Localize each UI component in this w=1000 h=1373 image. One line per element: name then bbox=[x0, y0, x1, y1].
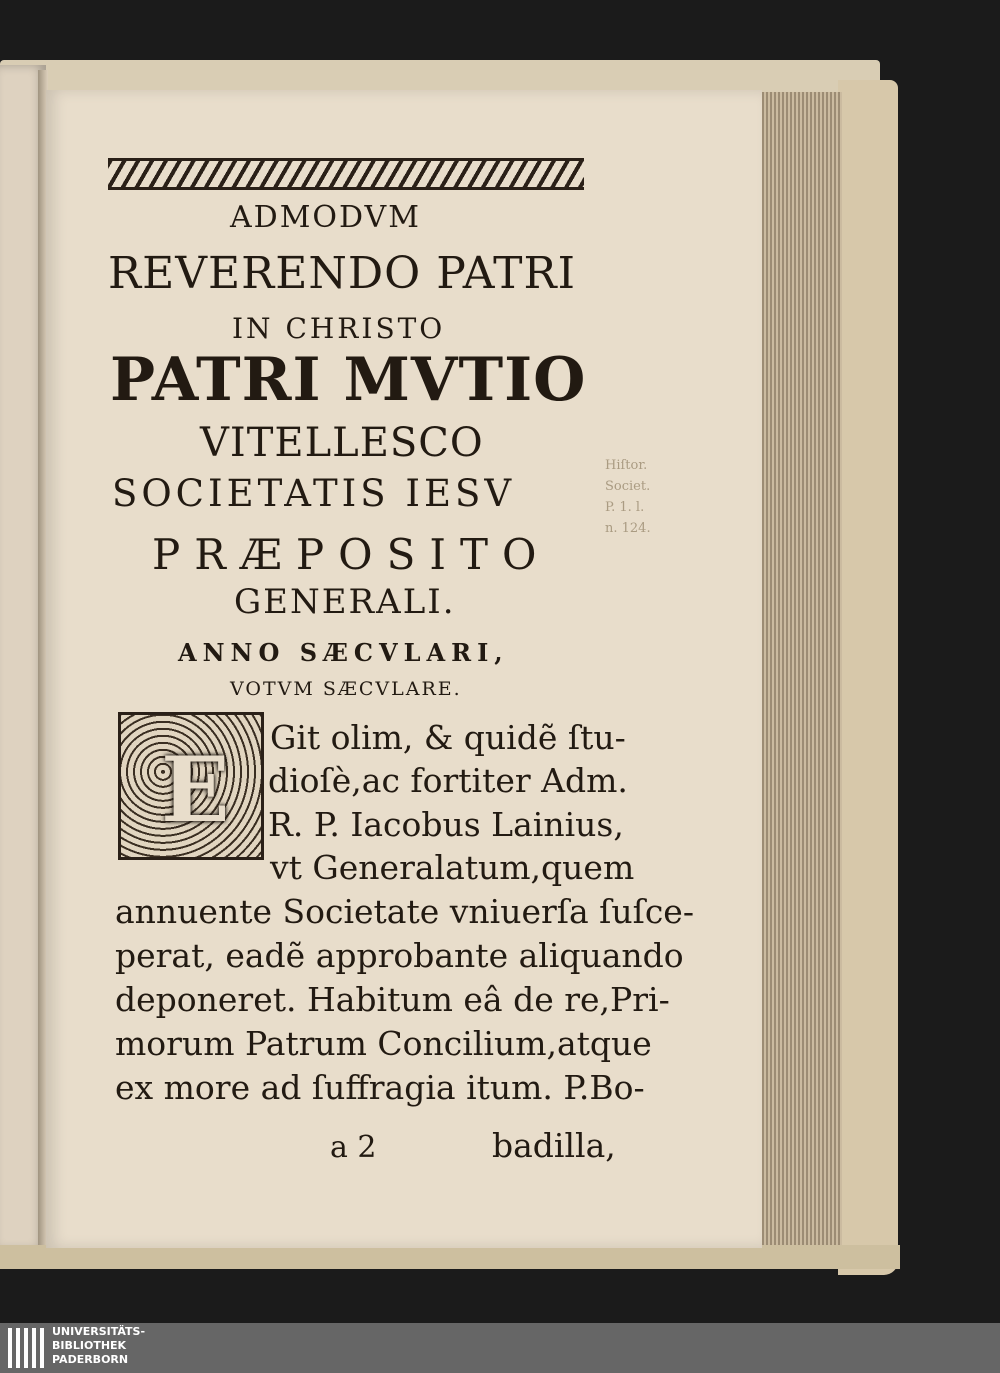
title-line-admodum: ADMODVM bbox=[230, 200, 421, 235]
headpiece-ornament bbox=[108, 158, 584, 190]
body-line: R. P. Iacobus Lainius, bbox=[268, 805, 624, 844]
library-name: UNIVERSITÄTS- BIBLIOTHEK PADERBORN bbox=[52, 1325, 146, 1366]
title-line-patri-mutio: PATRI MVTIO bbox=[110, 345, 587, 415]
page-edges bbox=[762, 92, 842, 1252]
body-line: Git olim, & quidẽ ſtu- bbox=[270, 718, 626, 757]
title-line-societatis-iesu: SOCIETATIS IESV bbox=[112, 472, 516, 515]
title-line-praeposito: PRÆPOSITO bbox=[152, 530, 551, 579]
signature-mark: a 2 bbox=[330, 1130, 377, 1165]
body-line: morum Patrum Concilium,atque bbox=[115, 1024, 652, 1063]
body-line: deponeret. Habitum eâ de re,Pri- bbox=[115, 980, 670, 1019]
title-line-reverendo-patri: REVERENDO PATRI bbox=[108, 248, 577, 299]
title-line-votum-saeculare: VOTVM SÆCVLARE. bbox=[230, 678, 462, 700]
body-line: vt Generalatum,quem bbox=[270, 848, 635, 887]
margin-note: Hiſtor. Societ. P. 1. l. n. 124. bbox=[605, 458, 651, 536]
decorated-initial bbox=[118, 712, 264, 860]
catchword: badilla, bbox=[492, 1126, 616, 1165]
rear-cover bbox=[838, 80, 898, 1275]
title-line-anno-saeculari: ANNO SÆCVLARI, bbox=[178, 638, 509, 667]
title-line-generali: GENERALI. bbox=[234, 582, 456, 622]
title-line-vitellesco: VITELLESCO bbox=[200, 420, 484, 466]
title-line-in-christo: IN CHRISTO bbox=[232, 312, 446, 345]
initial-letter: E bbox=[161, 737, 230, 843]
book-cover-bottom bbox=[0, 1245, 900, 1269]
body-line: ex more ad ſuffragia itum. P.Bo- bbox=[115, 1068, 645, 1107]
library-logo-icon bbox=[8, 1328, 44, 1368]
body-line: perat, eadẽ approbante aliquando bbox=[115, 936, 684, 975]
body-line: annuente Societate vniuerſa ſuſce- bbox=[115, 892, 694, 931]
body-line: dioſè,ac fortiter Adm. bbox=[268, 761, 628, 800]
footer-bar bbox=[0, 1323, 1000, 1373]
